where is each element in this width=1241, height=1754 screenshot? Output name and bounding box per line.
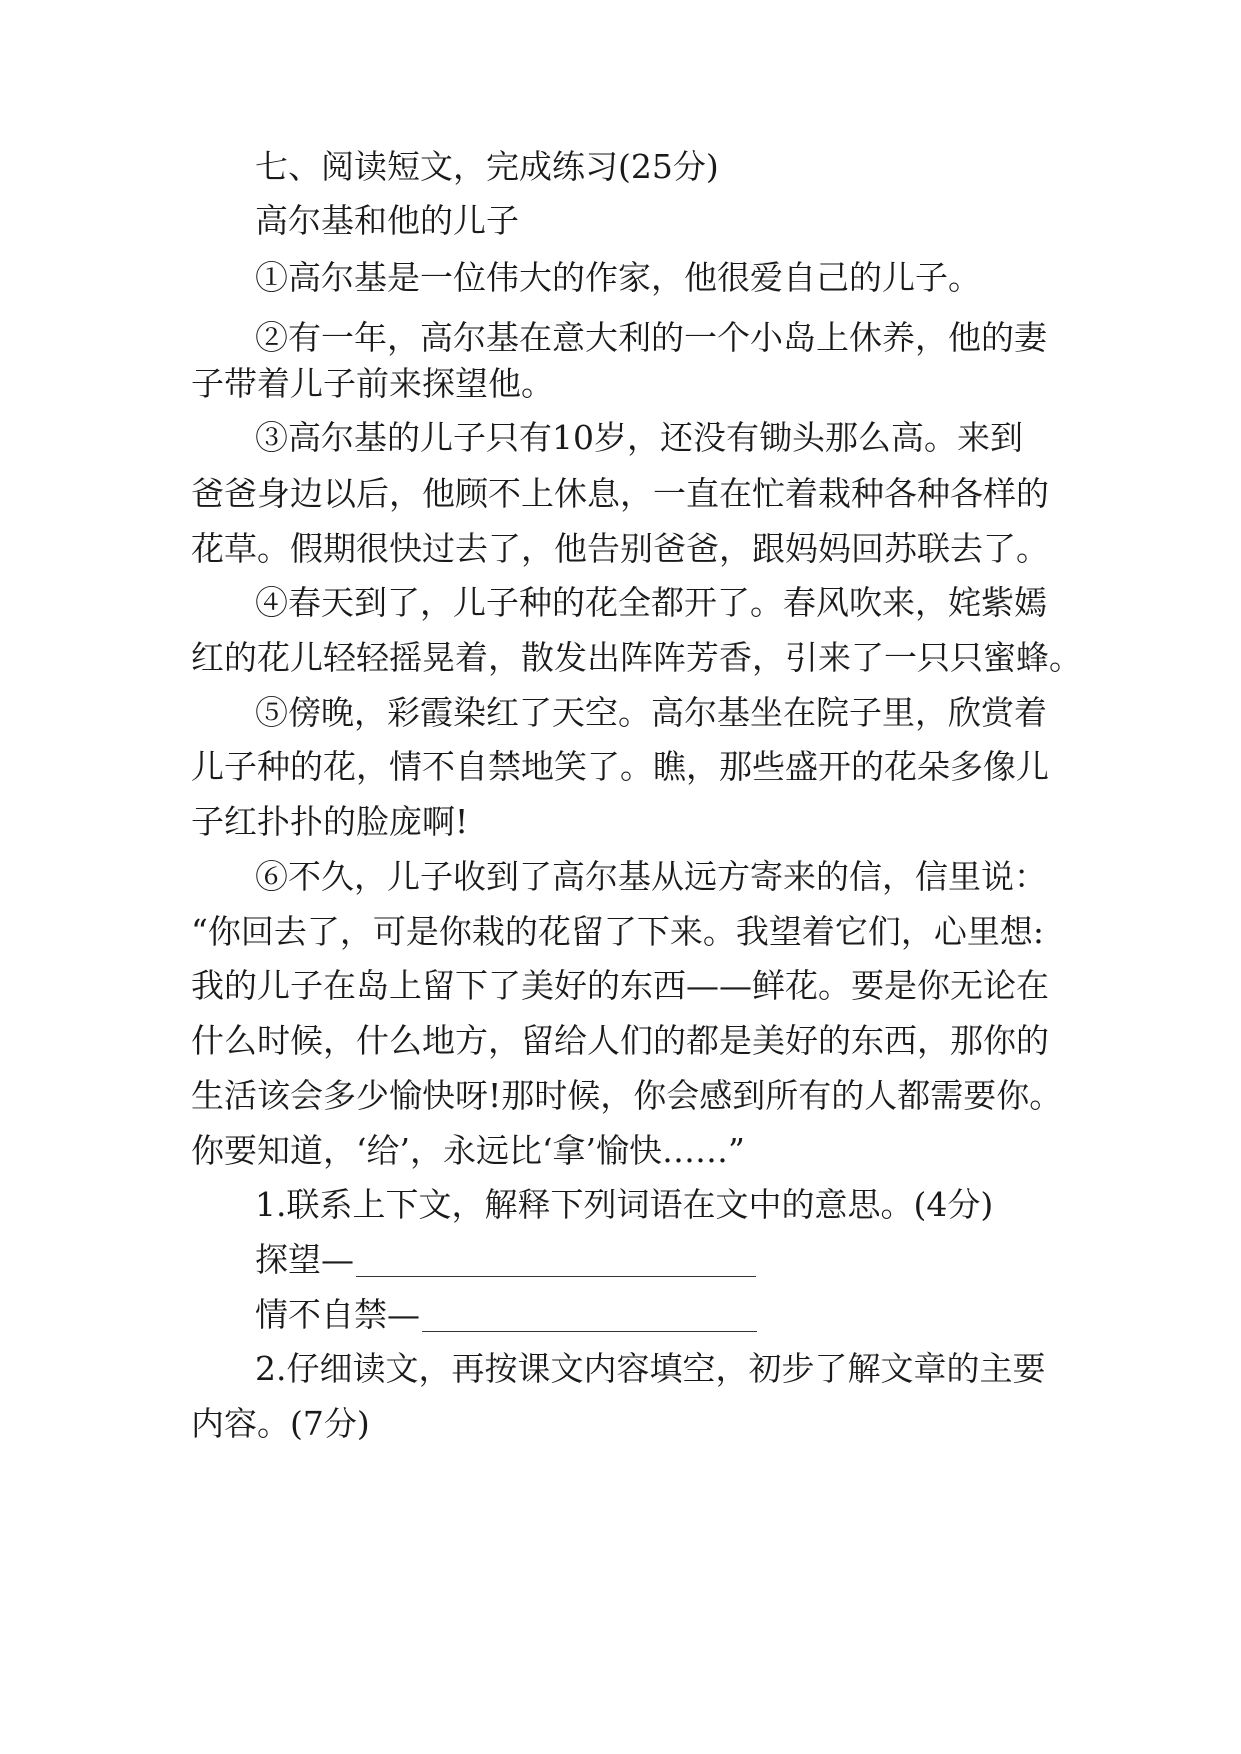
question-1-item-1 (255, 1240, 756, 1280)
paragraph-3-line-1: ③高尔基的儿子只有10岁，还没有锄头那么高。来到 (255, 418, 1023, 457)
paragraph-6-line-3: 我的儿子在岛上留下了美好的东西——鲜花。要是你无论在 (191, 966, 1049, 1005)
paragraph-4-line-2: 红的花儿轻轻摇晃着，散发出阵阵芳香，引来了一只只蜜蜂。 (191, 638, 1082, 677)
paragraph-6-line-4: 什么时候，什么地方，留给人们的都是美好的东西，那你的 (191, 1021, 1049, 1060)
question-1-word-1: 探望— (255, 1240, 354, 1279)
paragraph-5-line-1: ⑤傍晚，彩霞染红了天空。高尔基坐在院子里，欣赏着 (255, 693, 1047, 732)
story-title: 高尔基和他的儿子 (255, 201, 519, 240)
answer-blank-1[interactable] (356, 1275, 756, 1277)
question-2-prompt-line-2: 内容。(7分) (191, 1404, 370, 1443)
paragraph-2-line-2: 子带着儿子前来探望他。 (191, 364, 554, 403)
question-1-word-2: 情不自禁— (255, 1295, 420, 1334)
paragraph-2-line-1: ②有一年，高尔基在意大利的一个小岛上休养，他的妻 (255, 318, 1047, 357)
paragraph-5-line-2: 儿子种的花，情不自禁地笑了。瞧，那些盛开的花朵多像儿 (191, 747, 1049, 786)
paragraph-1-line-1: ①高尔基是一位伟大的作家，他很爱自己的儿子。 (255, 258, 981, 297)
paragraph-3-line-2: 爸爸身边以后，他顾不上休息，一直在忙着栽种各种各样的 (191, 474, 1049, 513)
paragraph-3-line-3: 花草。假期很快过去了，他告别爸爸，跟妈妈回苏联去了。 (191, 529, 1049, 568)
question-1-item-2 (255, 1295, 757, 1335)
section-heading: 七、阅读短文，完成练习(25分) (255, 147, 719, 186)
paragraph-6-line-1: ⑥不久，儿子收到了高尔基从远方寄来的信，信里说： (255, 857, 1047, 896)
answer-blank-2[interactable] (422, 1330, 757, 1332)
paragraph-6-line-2: “你回去了，可是你栽的花留了下来。我望着它们，心里想: (191, 912, 1044, 951)
paragraph-4-line-1: ④春天到了，儿子种的花全都开了。春风吹来，姹紫嫣 (255, 583, 1047, 622)
question-1-prompt: 1.联系上下文，解释下列词语在文中的意思。(4分) (255, 1185, 994, 1224)
question-2-prompt-line-1: 2.仔细读文，再按课文内容填空，初步了解文章的主要 (255, 1349, 1046, 1388)
paragraph-6-line-6: 你要知道，‘给’，永远比‘拿’愉快……” (191, 1131, 745, 1170)
paragraph-6-line-5: 生活该会多少愉快呀!那时候，你会感到所有的人都需要你。 (191, 1076, 1063, 1115)
paragraph-5-line-3: 子红扑扑的脸庞啊! (191, 802, 469, 841)
